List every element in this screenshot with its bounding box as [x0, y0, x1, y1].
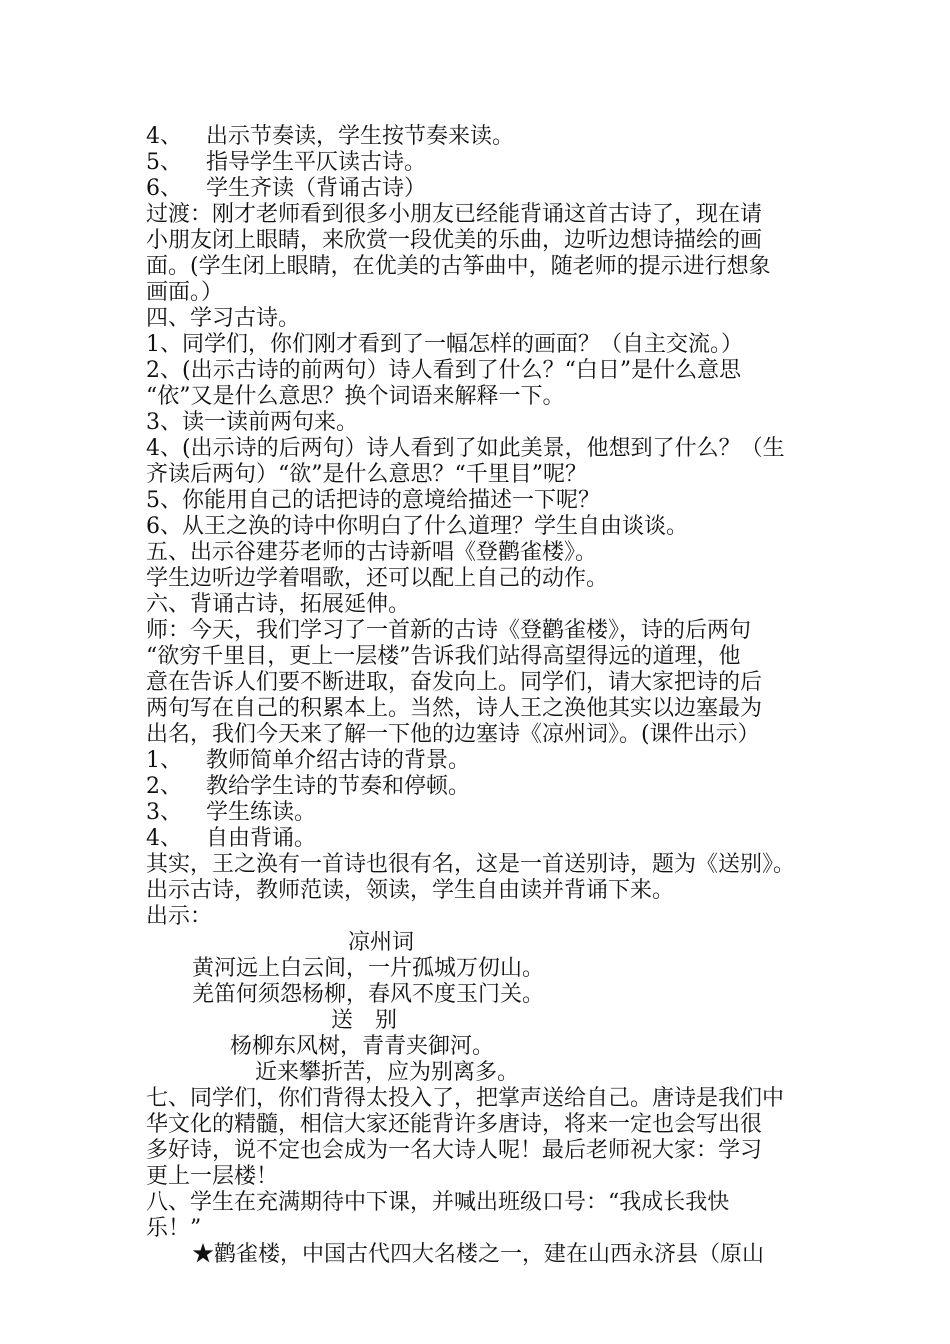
step-text: 自由背诵。: [206, 826, 317, 851]
paragraph-line: 学生边听边学着唱歌，还可以配上自己的动作。: [146, 566, 609, 591]
poem-title: 凉州词: [348, 930, 415, 955]
paragraph-line: “依”又是什么意思？换个词语来解释一下。: [146, 384, 565, 409]
paragraph-line: 小朋友闭上眼睛，来欣赏一段优美的乐曲，边听边想诗描绘的画: [146, 228, 763, 253]
paragraph-line: 面。(学生闭上眼睛，在优美的古筝曲中，随老师的提示进行想象: [146, 254, 771, 279]
step-line: [146, 774, 470, 800]
step-number: 5、: [146, 150, 182, 175]
step-number: 1、: [146, 748, 182, 773]
note-line: ★鹳雀楼，中国古代四大名楼之一，建在山西永济县（原山: [192, 1242, 765, 1267]
paragraph-line: 出示：: [146, 904, 213, 929]
section-heading: 六、背诵古诗，拓展延伸。: [146, 592, 411, 617]
step-text: 指导学生平仄读古诗。: [206, 150, 427, 175]
step-number: 3、: [146, 800, 182, 825]
paragraph-line: 出名，我们今天来了解一下他的边塞诗《凉州词》。(课件出示）: [146, 722, 760, 747]
section-heading: 七、同学们，你们背得太投入了，把掌声送给自己。唐诗是我们中: [146, 1086, 785, 1111]
step-line: [146, 124, 514, 150]
step-line: [146, 826, 316, 852]
paragraph-line: 5、你能用自己的话把诗的意境给描述一下呢？: [146, 488, 600, 513]
paragraph-line: 两句写在自己的积累本上。当然，诗人王之涣他其实以边塞最为: [146, 696, 763, 721]
paragraph-line: 其实，王之涣有一首诗也很有名，这是一首送别诗，题为《送别》。: [146, 852, 796, 877]
step-line: [146, 176, 426, 202]
step-line: [146, 800, 316, 826]
poem-line: 羌笛何须怨杨柳，春风不度玉门关。: [192, 982, 545, 1007]
paragraph-line: 师：今天，我们学习了一首新的古诗《登鹳雀楼》，诗的后两句: [146, 618, 752, 643]
paragraph-line: 意在告诉人们要不断进取，奋发向上。同学们，请大家把诗的后: [146, 670, 763, 695]
paragraph-line: 1、同学们，你们刚才看到了一幅怎样的画面？（自主交流。）: [146, 332, 743, 357]
step-number: 4、: [146, 826, 182, 851]
step-text: 学生齐读（背诵古诗）: [206, 176, 427, 201]
paragraph-line: 多好诗，说不定也会成为一名大诗人呢！最后老师祝大家：学习: [146, 1138, 763, 1163]
poem-line: 黄河远上白云间，一片孤城万仞山。: [192, 956, 545, 981]
paragraph-line: 更上一层楼！: [146, 1164, 279, 1189]
step-text: 出示节奏读，学生按节奏来读。: [206, 124, 515, 149]
paragraph-line: 3、读一读前两句来。: [146, 410, 358, 435]
paragraph-line: 华文化的精髓，相信大家还能背许多唐诗，将来一定也会写出很: [146, 1112, 763, 1137]
paragraph-line: “欲穷千里目，更上一层楼”告诉我们站得高望得远的道理，他: [146, 644, 741, 669]
step-number: 2、: [146, 774, 182, 799]
paragraph-line: 2、(出示古诗的前两句）诗人看到了什么？“白日”是什么意思: [146, 358, 742, 383]
paragraph-line: 出示古诗，教师范读，领读，学生自由读并背诵下来。: [146, 878, 675, 903]
step-number: 6、: [146, 176, 182, 201]
step-text: 教师简单介绍古诗的背景。: [206, 748, 471, 773]
step-text: 教给学生诗的节奏和停顿。: [206, 774, 471, 799]
step-text: 学生练读。: [206, 800, 317, 825]
paragraph-line: 过渡：刚才老师看到很多小朋友已经能背诵这首古诗了，现在请: [146, 202, 763, 227]
paragraph-line: 画面。）: [146, 280, 224, 305]
poem-line: 近来攀折苦，应为别离多。: [255, 1060, 520, 1085]
poem-title: 送 别: [331, 1008, 398, 1033]
paragraph-line: 齐读后两句）“欲”是什么意思？“千里目”呢？: [146, 462, 587, 487]
paragraph-line: 6、从王之涣的诗中你明白了什么道理？学生自由谈谈。: [146, 514, 688, 539]
paragraph-line: 4、(出示诗的后两句）诗人看到了如此美景，他想到了什么？（生: [146, 436, 785, 461]
section-heading: 八、学生在充满期待中下课，并喊出班级口号：“我成长我快: [146, 1190, 730, 1215]
step-number: 4、: [146, 124, 182, 149]
section-heading: 四、学习古诗。: [146, 306, 301, 331]
section-heading: 五、出示谷建芬老师的古诗新唱《登鹳雀楼》。: [146, 540, 598, 565]
poem-line: 杨柳东风树，青青夹御河。: [230, 1034, 495, 1059]
step-line: [146, 150, 426, 176]
paragraph-line: 乐！”: [146, 1216, 202, 1241]
step-line: [146, 748, 470, 774]
